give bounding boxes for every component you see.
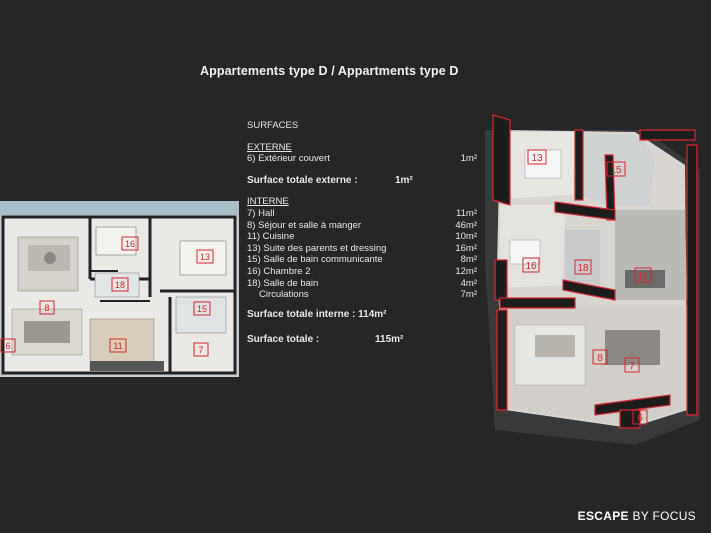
plan3d-room-18: 18 bbox=[577, 263, 589, 274]
interne-item: 16) Chambre 2 12m² bbox=[247, 265, 477, 277]
interne-heading: INTERNE bbox=[247, 196, 289, 208]
externe-heading: EXTERNE bbox=[247, 141, 292, 153]
interne-total: Surface totale interne : 114m² bbox=[247, 308, 387, 320]
plan2d-room-11: 11 bbox=[113, 341, 123, 351]
interne-item: Circulations 7m² bbox=[259, 289, 477, 301]
plan2d-room-15: 15 bbox=[196, 304, 208, 314]
plan2d-room-16: 16 bbox=[124, 239, 136, 249]
plan2d-room-7: 7 bbox=[198, 345, 204, 355]
plan2d-room-18: 18 bbox=[114, 280, 126, 290]
plan3d-room-6: 6 bbox=[637, 413, 643, 424]
plan3d-room-16: 16 bbox=[525, 261, 537, 272]
brand-logo: ESCAPE BY FOCUS bbox=[577, 509, 696, 523]
externe-total: Surface totale externe : 1m² bbox=[247, 174, 413, 186]
plan2d-room-6: 6 bbox=[5, 341, 11, 351]
grand-total: Surface totale : 115m² bbox=[247, 334, 404, 346]
surfaces-heading: SURFACES bbox=[247, 120, 299, 131]
surfaces-list bbox=[247, 120, 477, 346]
page-title: Appartements type D / Appartments type D bbox=[200, 64, 459, 78]
plan2d-room-8: 8 bbox=[44, 303, 50, 313]
interne-item: 18) Salle de bain 4m² bbox=[247, 277, 477, 289]
floor-plan-2d bbox=[0, 201, 239, 377]
interne-item: 7) Hall 11m² bbox=[247, 207, 477, 219]
interne-item: 15) Salle de bain communicante 8m² bbox=[247, 254, 477, 266]
floor-plan-3d bbox=[455, 110, 705, 450]
externe-item: 6) Extérieur couvert 1m² bbox=[247, 153, 477, 165]
plan3d-room-8: 8 bbox=[597, 353, 603, 364]
plan3d-room-11: 11 bbox=[637, 271, 649, 282]
plan2d-room-13: 13 bbox=[199, 252, 211, 262]
plan3d-room-7: 7 bbox=[629, 361, 635, 372]
plan3d-room-13: 13 bbox=[531, 153, 543, 164]
interne-item: 13) Suite des parents et dressing 16m² bbox=[247, 242, 477, 254]
interne-item: 8) Séjour et salle à manger 46m² bbox=[247, 219, 477, 231]
plan3d-room-15: 15 bbox=[610, 165, 622, 176]
interne-item: 11) Cuisine 10m² bbox=[247, 231, 477, 243]
